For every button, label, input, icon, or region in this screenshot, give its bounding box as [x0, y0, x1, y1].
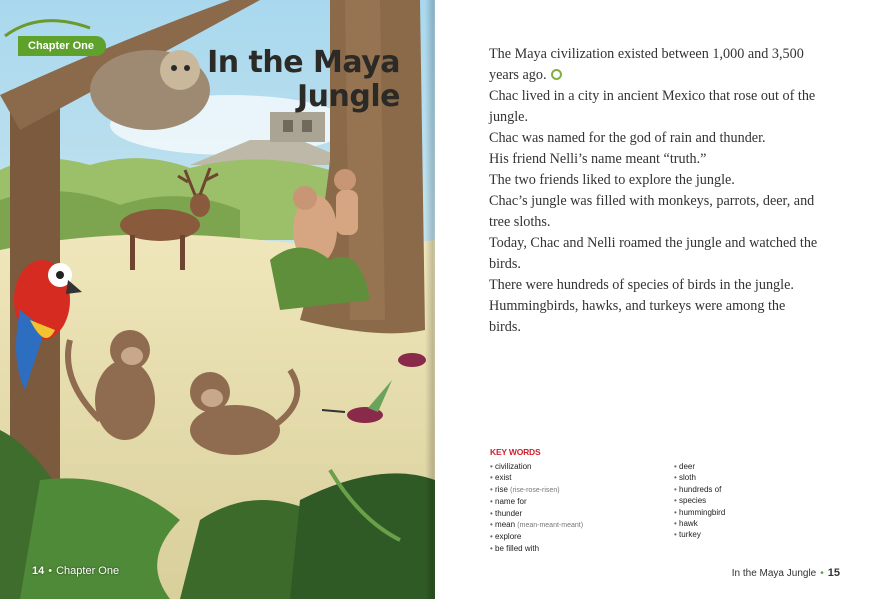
key-word: • thunder — [490, 508, 583, 519]
right-page-number: 15 — [827, 567, 840, 579]
key-word: • rise (rise-rose-risen) — [490, 484, 583, 496]
key-word: • be filled with — [490, 543, 583, 554]
key-word: • species — [674, 495, 725, 506]
story-sentence: The two friends liked to explore the jungle. — [489, 172, 735, 188]
book-gutter — [425, 0, 435, 599]
key-words-list-2 — [674, 461, 725, 541]
story-sentence: There were hundreds of species of birds in the jungle. — [489, 277, 794, 293]
story-sentence: Hummingbirds, hawks, and turkeys were among the birds. — [489, 298, 786, 335]
right-footer-label: In the Maya Jungle — [731, 568, 817, 579]
key-word: • hundreds of — [674, 484, 725, 495]
left-page-footer — [32, 565, 119, 577]
key-word: • hawk — [674, 518, 725, 529]
key-word: • name for — [490, 496, 583, 507]
chapter-title-line2: Jungle — [297, 79, 400, 114]
key-word: • hummingbird — [674, 507, 725, 518]
story-sentence: Today, Chac and Nelli roamed the jungle and watched the birds. — [489, 235, 818, 272]
key-word: • exist — [490, 472, 583, 483]
key-word: • explore — [490, 531, 583, 542]
right-page-footer — [732, 567, 840, 579]
chapter-tag: Chapter One — [18, 36, 106, 56]
key-word: • mean (mean-meant-meant) — [490, 519, 583, 531]
story-text — [489, 44, 819, 338]
left-footer-label: Chapter One — [56, 565, 120, 577]
story-sentence: Chac was named for the god of rain and thunder. — [489, 130, 766, 146]
footer-bullet-icon: • — [820, 568, 824, 579]
key-word-note: (mean-meant-meant) — [517, 522, 584, 530]
story-sentence: Chac lived in a city in ancient Mexico that rose out of the jungle. — [489, 88, 816, 125]
story-sentence: Chac’s jungle was filled with monkeys, parrots, deer, and tree sloths. — [489, 193, 815, 230]
track-wheel-icon[interactable] — [551, 69, 562, 80]
chapter-title-line1: In the Maya — [207, 45, 400, 80]
chapter-title — [190, 46, 400, 114]
key-word: • deer — [674, 461, 725, 472]
key-word: • civilization — [490, 461, 583, 472]
right-page — [439, 0, 870, 599]
left-page-number: 14 — [32, 565, 45, 577]
key-words-list-1 — [490, 461, 583, 554]
key-word: • sloth — [674, 472, 725, 483]
key-words-heading: KEY WORDS — [490, 447, 541, 457]
story-sentence: His friend Nelli’s name meant “truth.” — [489, 151, 707, 167]
footer-bullet-icon: • — [48, 565, 53, 577]
story-sentence: The Maya civilization existed between 1,000 and 3,500 years ago. — [489, 46, 804, 83]
key-word: • turkey — [674, 529, 725, 540]
key-word-note: (rise-rose-risen) — [510, 486, 560, 494]
